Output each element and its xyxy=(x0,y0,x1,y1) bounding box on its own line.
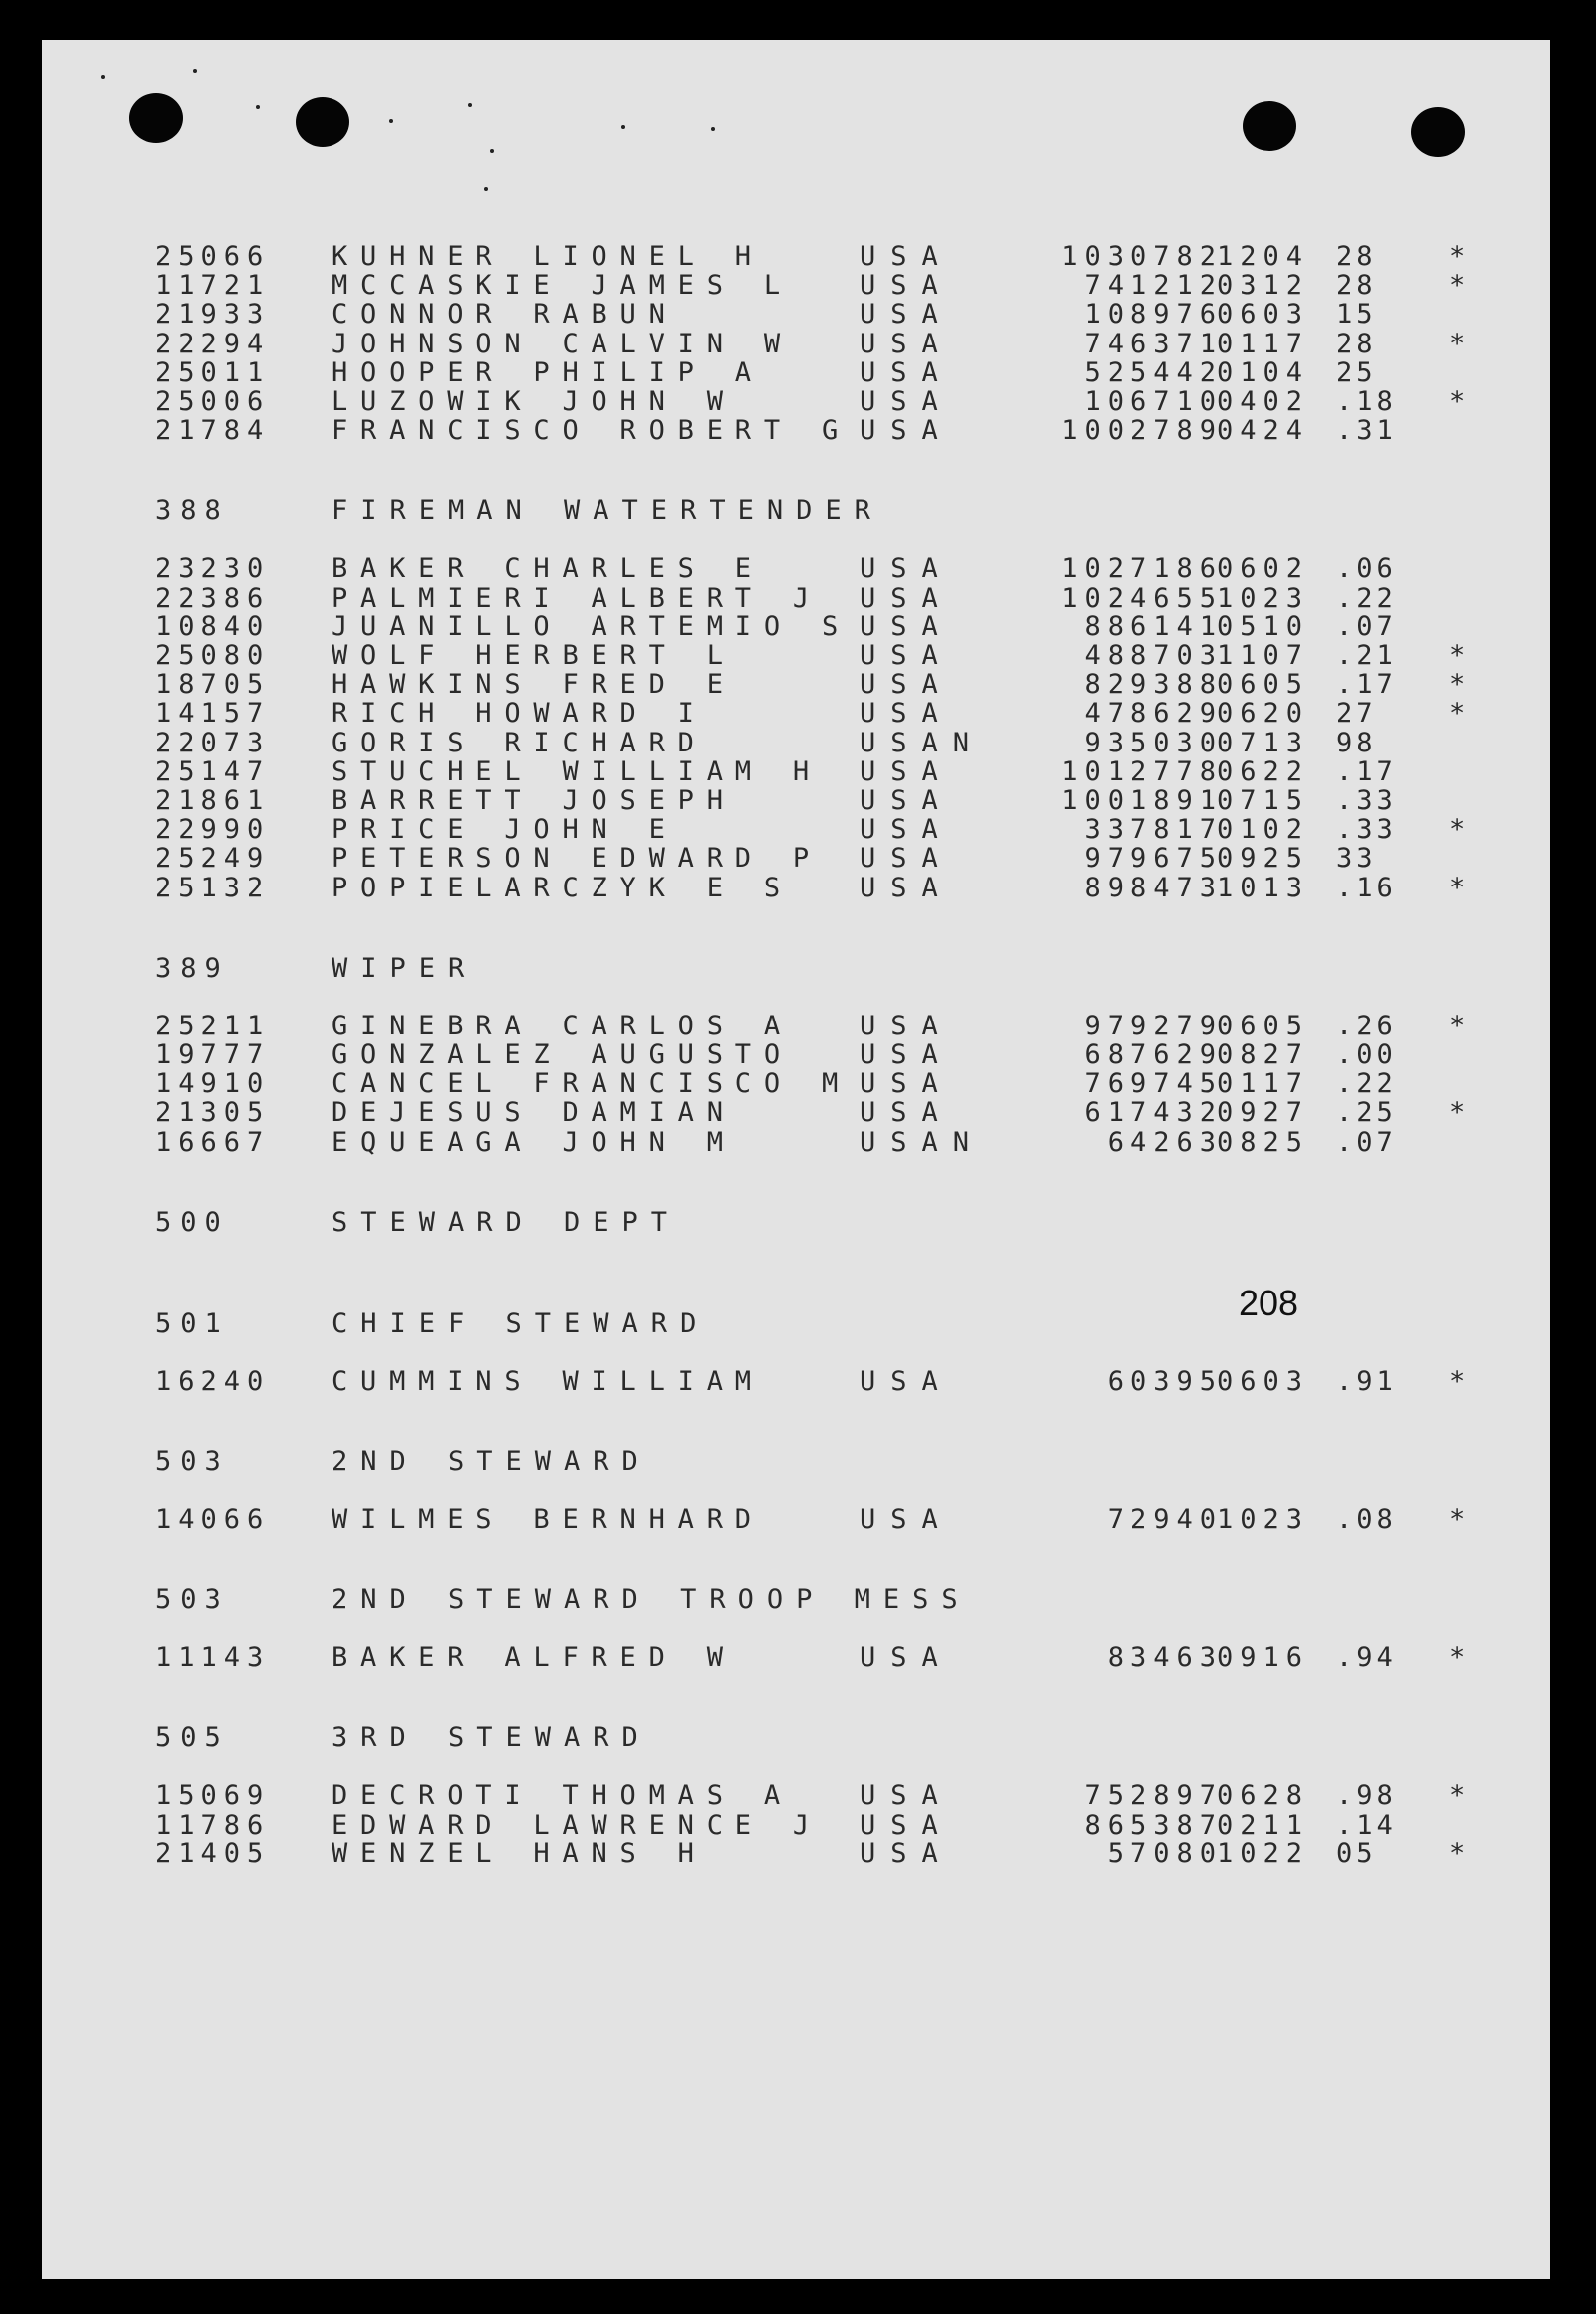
crew-code: 0211 xyxy=(1217,1809,1310,1840)
crew-id: 25249 xyxy=(155,843,271,875)
crew-code: 0312 xyxy=(1217,270,1310,302)
crew-rate: .16 xyxy=(1336,872,1396,903)
crew-code: 0117 xyxy=(1217,1068,1310,1100)
crew-id: 25006 xyxy=(155,386,271,417)
crew-mark: * xyxy=(1449,1504,1467,1535)
crew-id: 11721 xyxy=(155,270,271,302)
crew-id: 10840 xyxy=(155,611,271,642)
crew-code: 0104 xyxy=(1217,356,1310,388)
crew-code: 0925 xyxy=(1217,843,1310,875)
crew-country: USA xyxy=(860,1504,953,1535)
crew-number: 746371 xyxy=(1084,328,1223,359)
section-title: CHIEF STEWARD xyxy=(332,1307,710,1339)
crew-rate: .22 xyxy=(1336,1068,1396,1100)
section-title: STEWARD DEPT xyxy=(332,1206,681,1238)
crew-code: 0916 xyxy=(1217,1642,1310,1674)
crew-country: USA xyxy=(860,582,953,613)
crew-name: EQUEAGA JOHN M xyxy=(332,1126,735,1157)
crew-name: HOOPER PHILIP A xyxy=(332,356,764,388)
crew-name: WENZEL HANS H xyxy=(332,1838,707,1869)
crew-rate: .98 xyxy=(1336,1780,1396,1812)
section-title: 3RD STEWARD xyxy=(332,1722,651,1754)
crew-code: 1023 xyxy=(1217,582,1310,613)
crew-mark: * xyxy=(1449,1838,1467,1869)
crew-rate: .22 xyxy=(1336,582,1396,613)
crew-id: 19777 xyxy=(155,1039,271,1070)
crew-name: BAKER CHARLES E xyxy=(332,553,764,585)
crew-number: 1001891 xyxy=(1061,785,1223,816)
section-title: FIREMAN WATERTENDER xyxy=(332,495,883,527)
crew-name: GONZALEZ AUGUSTO xyxy=(332,1039,793,1070)
crew-rate: .25 xyxy=(1336,1097,1396,1129)
crew-id: 16240 xyxy=(155,1365,271,1397)
crew-number: 108976 xyxy=(1084,299,1223,331)
crew-id: 16667 xyxy=(155,1126,271,1157)
crew-id: 21405 xyxy=(155,1838,271,1869)
crew-mark: * xyxy=(1449,1010,1467,1041)
crew-name: PRICE JOHN E xyxy=(332,814,678,846)
section-title: WIPER xyxy=(332,952,477,984)
crew-rate: .17 xyxy=(1336,669,1396,701)
binder-hole xyxy=(129,93,183,143)
crew-id: 25132 xyxy=(155,872,271,903)
section-code: 389 xyxy=(155,952,230,984)
crew-number: 57080 xyxy=(1107,1838,1223,1869)
crew-rate: .21 xyxy=(1336,640,1396,671)
crew-id: 22294 xyxy=(155,328,271,359)
crew-name: PETERSON EDWARD P xyxy=(332,843,822,875)
crew-number: 979279 xyxy=(1084,1010,1223,1041)
crew-number: 525442 xyxy=(1084,356,1223,388)
crew-number: 83463 xyxy=(1107,1642,1223,1674)
crew-mark: * xyxy=(1449,814,1467,846)
crew-name: MCCASKIE JAMES L xyxy=(332,270,793,302)
crew-id: 21861 xyxy=(155,785,271,816)
crew-code: 0424 xyxy=(1217,415,1310,447)
crew-country: USA xyxy=(860,553,953,585)
crew-id: 25211 xyxy=(155,1010,271,1041)
crew-country: USA xyxy=(860,415,953,447)
crew-name: PALMIERI ALBERT J xyxy=(332,582,822,613)
ink-speck xyxy=(484,187,488,191)
ink-speck xyxy=(468,103,472,107)
crew-code: 1013 xyxy=(1217,872,1310,903)
crew-mark: * xyxy=(1449,698,1467,730)
crew-name: FRANCISCO ROBERT G xyxy=(332,415,851,447)
crew-number: 898473 xyxy=(1084,872,1223,903)
crew-number: 617432 xyxy=(1084,1097,1223,1129)
crew-code: 0713 xyxy=(1217,727,1310,758)
crew-name: JUANILLO ARTEMIO S xyxy=(332,611,851,642)
crew-mark: * xyxy=(1449,386,1467,417)
crew-number: 72940 xyxy=(1107,1504,1223,1535)
crew-country: USA xyxy=(860,640,953,671)
crew-country: USA xyxy=(860,1809,953,1840)
crew-country: USA xyxy=(860,328,953,359)
crew-id: 22073 xyxy=(155,727,271,758)
crew-name: CANCEL FRANCISCO M xyxy=(332,1068,851,1100)
crew-id: 21933 xyxy=(155,299,271,331)
crew-id: 21784 xyxy=(155,415,271,447)
crew-name: GORIS RICHARD xyxy=(332,727,707,758)
crew-code: 0827 xyxy=(1217,1039,1310,1070)
crew-rate: .26 xyxy=(1336,1010,1396,1041)
crew-country: USA xyxy=(860,843,953,875)
document-page xyxy=(42,40,1550,2279)
section-title: 2ND STEWARD xyxy=(332,1446,651,1477)
crew-mark: * xyxy=(1449,669,1467,701)
crew-number: 1030782 xyxy=(1061,241,1223,272)
crew-name: CUMMINS WILLIAM xyxy=(332,1365,764,1397)
crew-id: 14066 xyxy=(155,1504,271,1535)
crew-rate: .33 xyxy=(1336,814,1396,846)
crew-name: HAWKINS FRED E xyxy=(332,669,735,701)
crew-mark: * xyxy=(1449,640,1467,671)
crew-id: 25011 xyxy=(155,356,271,388)
crew-code: 0715 xyxy=(1217,785,1310,816)
crew-mark: * xyxy=(1449,1097,1467,1129)
crew-code: 0510 xyxy=(1217,611,1310,642)
crew-rate: .08 xyxy=(1336,1504,1396,1535)
crew-number: 1002789 xyxy=(1061,415,1223,447)
crew-name: JOHNSON CALVIN W xyxy=(332,328,793,359)
section-code: 503 xyxy=(155,1446,230,1477)
crew-country: USA xyxy=(860,1780,953,1812)
crew-code: 0620 xyxy=(1217,698,1310,730)
crew-id: 25066 xyxy=(155,241,271,272)
crew-number: 1012778 xyxy=(1061,755,1223,787)
crew-rate: .06 xyxy=(1336,553,1396,585)
crew-id: 25080 xyxy=(155,640,271,671)
crew-code: 0603 xyxy=(1217,1365,1310,1397)
crew-name: DEJESUS DAMIAN xyxy=(332,1097,735,1129)
crew-mark: * xyxy=(1449,241,1467,272)
crew-name: STUCHEL WILLIAM H xyxy=(332,755,822,787)
crew-code: 0927 xyxy=(1217,1097,1310,1129)
crew-country: USA xyxy=(860,270,953,302)
crew-name: CONNOR RABUN xyxy=(332,299,678,331)
crew-number: 769745 xyxy=(1084,1068,1223,1100)
ink-speck xyxy=(101,75,105,79)
crew-country: USA xyxy=(860,1365,953,1397)
crew-mark: * xyxy=(1449,270,1467,302)
crew-name: RICH HOWARD I xyxy=(332,698,707,730)
crew-code: 0102 xyxy=(1217,814,1310,846)
ink-speck xyxy=(490,149,494,153)
crew-country: USA xyxy=(860,1039,953,1070)
crew-country: USA xyxy=(860,669,953,701)
section-code: 505 xyxy=(155,1722,230,1754)
binder-hole xyxy=(1243,101,1296,151)
crew-country: USA xyxy=(860,241,953,272)
crew-number: 886141 xyxy=(1084,611,1223,642)
crew-country: USA xyxy=(860,299,953,331)
crew-id: 15069 xyxy=(155,1780,271,1812)
crew-code: 0603 xyxy=(1217,299,1310,331)
crew-rate: 33 xyxy=(1336,843,1377,875)
crew-rate: .91 xyxy=(1336,1365,1396,1397)
crew-name: EDWARD LAWRENCE J xyxy=(332,1809,822,1840)
crew-name: DECROTI THOMAS A xyxy=(332,1780,793,1812)
crew-number: 741212 xyxy=(1084,270,1223,302)
crew-name: POPIELARCZYK E S xyxy=(332,872,793,903)
crew-rate: .18 xyxy=(1336,386,1396,417)
crew-mark: * xyxy=(1449,1642,1467,1674)
crew-rate: .07 xyxy=(1336,611,1396,642)
crew-rate: 25 xyxy=(1336,356,1377,388)
crew-code: 0622 xyxy=(1217,755,1310,787)
crew-id: 14910 xyxy=(155,1068,271,1100)
crew-country: USA xyxy=(860,1010,953,1041)
ink-speck xyxy=(256,105,260,109)
crew-id: 14157 xyxy=(155,698,271,730)
crew-country: USA xyxy=(860,755,953,787)
crew-mark: * xyxy=(1449,1365,1467,1397)
crew-rate: 05 xyxy=(1336,1838,1377,1869)
crew-country: USA xyxy=(860,1097,953,1129)
crew-number: 935030 xyxy=(1084,727,1223,758)
binder-hole xyxy=(296,97,349,147)
page-number: 208 xyxy=(1239,1283,1299,1323)
crew-country: USA xyxy=(860,872,953,903)
crew-number: 337817 xyxy=(1084,814,1223,846)
crew-rate: .17 xyxy=(1336,755,1396,787)
crew-id: 11786 xyxy=(155,1809,271,1840)
crew-country: USAN xyxy=(860,1126,985,1157)
crew-id: 23230 xyxy=(155,553,271,585)
crew-number: 488703 xyxy=(1084,640,1223,671)
crew-rate: 15 xyxy=(1336,299,1377,331)
ink-speck xyxy=(711,127,715,131)
crew-code: 1023 xyxy=(1217,1504,1310,1535)
ink-speck xyxy=(193,69,197,73)
crew-number: 829388 xyxy=(1084,669,1223,701)
crew-id: 21305 xyxy=(155,1097,271,1129)
ink-speck xyxy=(621,125,625,129)
crew-name: KUHNER LIONEL H xyxy=(332,241,764,272)
crew-code: 1204 xyxy=(1217,241,1310,272)
crew-number: 979675 xyxy=(1084,843,1223,875)
crew-id: 11143 xyxy=(155,1642,271,1674)
crew-country: USA xyxy=(860,386,953,417)
crew-code: 0605 xyxy=(1217,1010,1310,1041)
crew-number: 865387 xyxy=(1084,1809,1223,1840)
section-code: 501 xyxy=(155,1307,230,1339)
crew-code: 0605 xyxy=(1217,669,1310,701)
section-code: 503 xyxy=(155,1584,230,1616)
ink-speck xyxy=(389,119,393,123)
crew-country: USAN xyxy=(860,727,985,758)
crew-number: 1027186 xyxy=(1061,553,1223,585)
crew-rate: .33 xyxy=(1336,785,1396,816)
crew-country: USA xyxy=(860,1068,953,1100)
crew-rate: .07 xyxy=(1336,1126,1396,1157)
crew-rate: 27 xyxy=(1336,698,1377,730)
crew-number: 478629 xyxy=(1084,698,1223,730)
crew-mark: * xyxy=(1449,872,1467,903)
crew-rate: 98 xyxy=(1336,727,1377,758)
crew-country: USA xyxy=(860,611,953,642)
crew-name: WILMES BERNHARD xyxy=(332,1504,764,1535)
crew-code: 0117 xyxy=(1217,328,1310,359)
crew-number: 1024655 xyxy=(1061,582,1223,613)
crew-code: 1107 xyxy=(1217,640,1310,671)
crew-code: 0402 xyxy=(1217,386,1310,417)
section-code: 388 xyxy=(155,495,230,527)
crew-mark: * xyxy=(1449,1780,1467,1812)
crew-country: USA xyxy=(860,814,953,846)
crew-country: USA xyxy=(860,356,953,388)
crew-country: USA xyxy=(860,785,953,816)
crew-country: USA xyxy=(860,1642,953,1674)
crew-number: 752897 xyxy=(1084,1780,1223,1812)
crew-rate: 28 xyxy=(1336,241,1377,272)
section-title: 2ND STEWARD TROOP MESS xyxy=(332,1584,971,1616)
crew-number: 64263 xyxy=(1107,1126,1223,1157)
crew-rate: .00 xyxy=(1336,1039,1396,1070)
crew-code: 1022 xyxy=(1217,1838,1310,1869)
crew-code: 0628 xyxy=(1217,1780,1310,1812)
crew-number: 60395 xyxy=(1107,1365,1223,1397)
section-code: 500 xyxy=(155,1206,230,1238)
crew-name: GINEBRA CARLOS A xyxy=(332,1010,793,1041)
crew-country: USA xyxy=(860,698,953,730)
crew-name: LUZOWIK JOHN W xyxy=(332,386,735,417)
crew-country: USA xyxy=(860,1838,953,1869)
crew-id: 22386 xyxy=(155,582,271,613)
crew-rate: 28 xyxy=(1336,270,1377,302)
crew-rate: .94 xyxy=(1336,1642,1396,1674)
crew-rate: 28 xyxy=(1336,328,1377,359)
crew-name: BARRETT JOSEPH xyxy=(332,785,735,816)
crew-name: BAKER ALFRED W xyxy=(332,1642,735,1674)
crew-rate: .14 xyxy=(1336,1809,1396,1840)
crew-name: WOLF HERBERT L xyxy=(332,640,735,671)
crew-id: 18705 xyxy=(155,669,271,701)
crew-number: 106710 xyxy=(1084,386,1223,417)
crew-mark: * xyxy=(1449,328,1467,359)
crew-code: 0602 xyxy=(1217,553,1310,585)
crew-code: 0825 xyxy=(1217,1126,1310,1157)
crew-rate: .31 xyxy=(1336,415,1396,447)
crew-number: 687629 xyxy=(1084,1039,1223,1070)
crew-id: 25147 xyxy=(155,755,271,787)
binder-hole xyxy=(1411,107,1465,157)
crew-id: 22990 xyxy=(155,814,271,846)
